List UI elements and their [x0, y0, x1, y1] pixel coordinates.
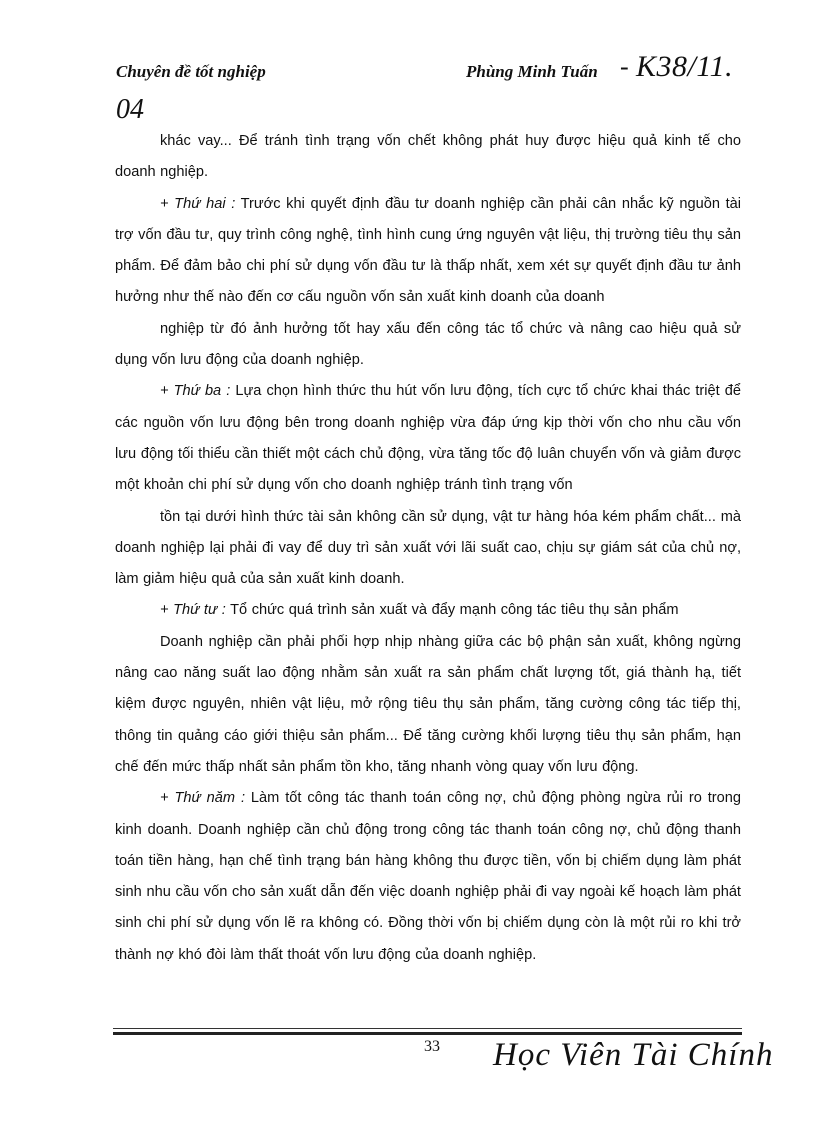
header-class-suffix: 04	[116, 94, 144, 125]
paragraph-4-text: Tổ chức quá trình sản xuất và đẩy mạnh công tác tiêu thụ sản phẩm	[225, 602, 679, 619]
paragraph-2-label: + Thứ hai :	[160, 195, 236, 212]
paragraph-3-text: Lựa chọn hình thức thu hút vốn lưu động, tích cực tổ chức khai thác triệt để các nguồn vốn lưu động bên trong doanh nghiệp vừa đáp ứng kịp thời vốn cho nhu cầu vốn lưu động tối thiểu cần thiết một cách chủ động, vừa tăng tốc độ luân chuyển vốn và giảm được một khoản chi phí sử dụng vốn cho doanh nghiệp tránh tình trạng vốn	[115, 383, 741, 494]
paragraph-2-text: Trước khi quyết định đầu tư doanh nghiệp cần phải cân nhắc kỹ nguồn tài trợ vốn đầu tư, quy trình công nghệ, tình hình cung ứng nguyên vật liệu, thị trường tiêu thụ sản phẩm. Để đảm bảo chi phí sử dụng vốn đầu tư là thấp nhất, xem xét sự quyết định đầu tư ảnh hưởng như thế nào đến cơ cấu nguồn vốn sản xuất kinh doanh của doanh	[115, 195, 741, 306]
paragraph-2-continued: nghiệp từ đó ảnh hưởng tốt hay xấu đến công tác tổ chức và nâng cao hiệu quả sử dụng vốn lưu động của doanh nghiệp.	[115, 320, 741, 369]
paragraph-4-label: + Thứ tư :	[160, 602, 226, 619]
paragraph-3	[115, 376, 741, 501]
footer-school-name: Học Viên Tài Chính	[493, 1037, 774, 1073]
paragraph-6	[115, 783, 741, 971]
paragraph-3-label: + Thứ ba :	[160, 383, 231, 400]
paragraph-4	[115, 595, 741, 626]
paragraph-5: Doanh nghiệp cần phải phối hợp nhịp nhàng giữa các bộ phận sản xuất, không ngừng nâng cao năng suất lao động nhằm sản xuất ra sản phẩm chất lượng tốt, giá thành hạ, tiết kiệm được nguyên, nhiên vật liệu, mở rộng tiêu thụ sản phẩm, tăng cường công tác tiếp thị, thông tin quảng cáo giới thiệu sản phẩm... Để tăng cường khối lượng tiêu thụ sản phẩm, hạn chế đến mức thấp nhất sản phẩm tồn kho, tăng nhanh vòng quay vốn lưu động.	[115, 633, 741, 775]
body-text	[115, 126, 741, 971]
paragraph-3-continued: tồn tại dưới hình thức tài sản không cần sử dụng, vật tư hàng hóa kém phẩm chất... mà doanh nghiệp lại phải đi vay để duy trì sản xuất với lãi suất cao, chịu sự giám sát của chủ nợ, làm giảm hiệu quả của sản xuất kinh doanh.	[115, 508, 741, 588]
footer-divider-thick	[113, 1032, 742, 1035]
header-doc-type: Chuyên đề tốt nghiệp	[116, 62, 266, 81]
paragraph-6-text: Làm tốt công tác thanh toán công nợ, chủ động phòng ngừa rủi ro trong kinh doanh. Doanh nghiệp cần chủ động trong công tác thanh toán công nợ, chủ động thanh toán tiền hàng, hạn chế tình trạng bán hàng không thu được tiền, vốn bị chiếm dụng làm phát sinh nhu cầu vốn cho sản xuất dẫn đến việc doanh nghiệp phải đi vay ngoài kế hoạch làm phát sinh chi phí sử dụng vốn lẽ ra không có. Đồng thời vốn bị chiếm dụng còn là một rủi ro khi trở thành nợ khó đòi làm thất thoát vốn lưu động của doanh nghiệp.	[115, 790, 741, 963]
paragraph-1: khác vay... Để tránh tình trạng vốn chết không phát huy được hiệu quả kinh tế cho doanh nghiệp.	[115, 133, 741, 181]
header-separator: -	[620, 52, 629, 81]
paragraph-2	[115, 189, 741, 314]
header-author: Phùng Minh Tuấn	[466, 62, 598, 81]
footer-divider-thin	[113, 1028, 742, 1029]
header-class-code: K38/11.	[636, 50, 734, 83]
paragraph-6-label: + Thứ năm :	[160, 790, 246, 807]
page-number: 33	[424, 1038, 440, 1055]
